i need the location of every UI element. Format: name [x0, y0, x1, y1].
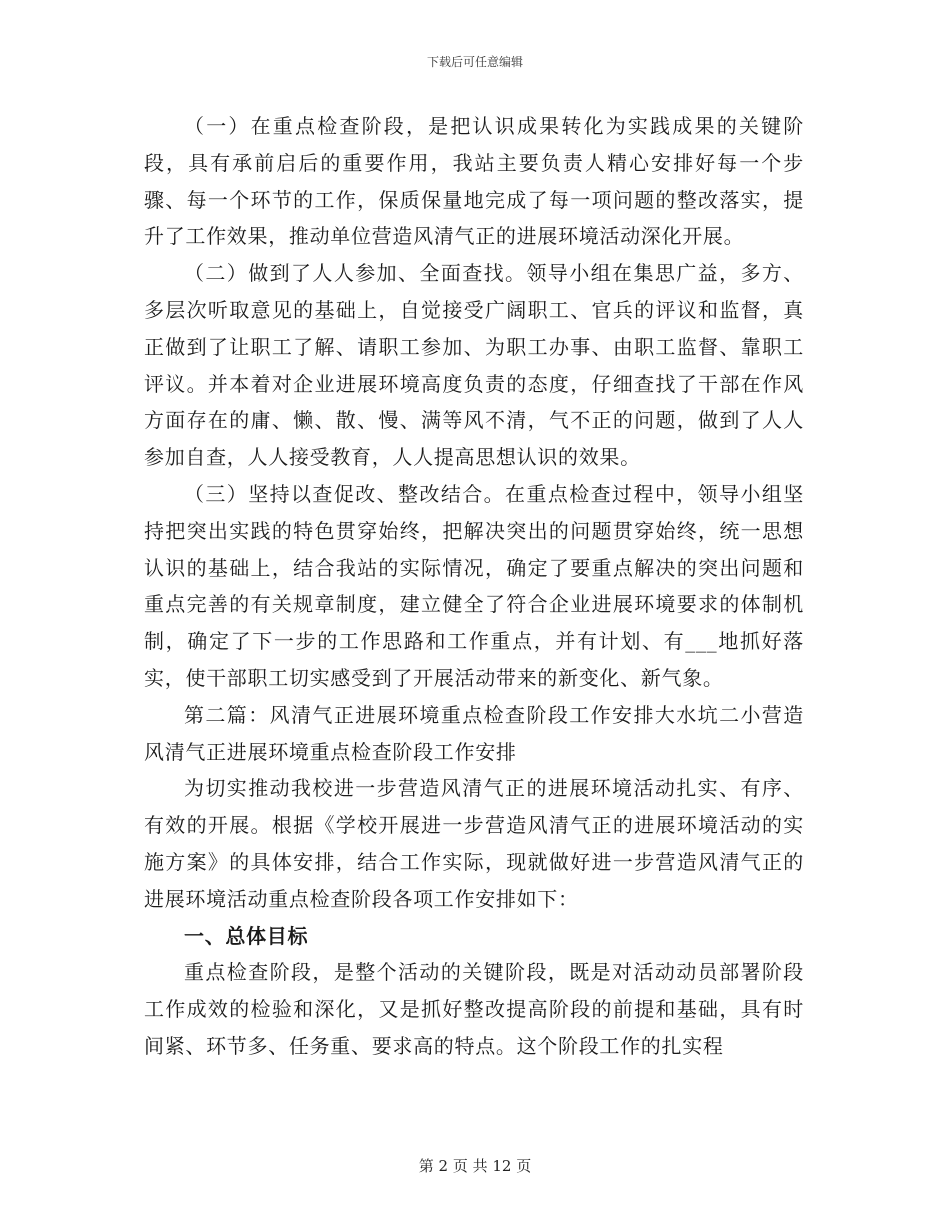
page-number: 第 2 页 共 12 页	[418, 1157, 532, 1175]
page-header: 下载后可任意编辑	[426, 55, 523, 69]
section-title-part-two: 第二篇：风清气正进展环境重点检查阶段工作安排大水坑二小营造风清气正进展环境重点检查阶段工作安排	[144, 702, 804, 764]
paragraph-3: （三）坚持以查促改、整改结合。在重点检查过程中，领导小组坚持把突出实践的特色贯穿始终，把解决突出的问题贯穿始终，统一思想认识的基础上，结合我站的实际情况，确定了要重点解决的突出问题和重点完善的有关规章制度，建立健全了符合企业进展环境要求的体制机制，确定了下一步的工作思路和工作重点，并有计划、有___地抓好落实，使干部职工切实感受到了开展活动带来的新变化、新气象。	[144, 481, 804, 690]
paragraph-6: 重点检查阶段，是整个活动的关键阶段，既是对活动动员部署阶段工作成效的检验和深化，又是抓好整改提高阶段的前提和基础，具有时间紧、环节多、任务重、要求高的特点。这个阶段工作的扎实程	[144, 960, 804, 1058]
document-body	[144, 108, 804, 1065]
section-heading: 一、总体目标	[184, 923, 309, 948]
paragraph-5: 为切实推动我校进一步营造风清气正的进展环境活动扎实、有序、有效的开展。根据《学校开展进一步营造风清气正的进展环境活动的实施方案》的具体安排，结合工作实际，现就做好进一步营造风清气正的进展环境活动重点检查阶段各项工作安排如下：	[144, 776, 804, 911]
paragraph-2: （二）做到了人人参加、全面查找。领导小组在集思广益，多方、多层次听取意见的基础上，自觉接受广阔职工、官兵的评议和监督，真正做到了让职工了解、请职工参加、为职工办事、由职工监督、靠职工评议。并本着对企业进展环境高度负责的态度，仔细查找了干部在作风方面存在的庸、懒、散、慢、满等风不清，气不正的问题，做到了人人参加自查，人人接受教育，人人提高思想认识的效果。	[144, 261, 804, 470]
paragraph-1: （一）在重点检查阶段，是把认识成果转化为实践成果的关键阶段，具有承前启后的重要作用，我站主要负责人精心安排好每一个步骤、每一个环节的工作，保质保量地完成了每一项问题的整改落实，提升了工作效果，推动单位营造风清气正的进展环境活动深化开展。	[144, 114, 804, 249]
